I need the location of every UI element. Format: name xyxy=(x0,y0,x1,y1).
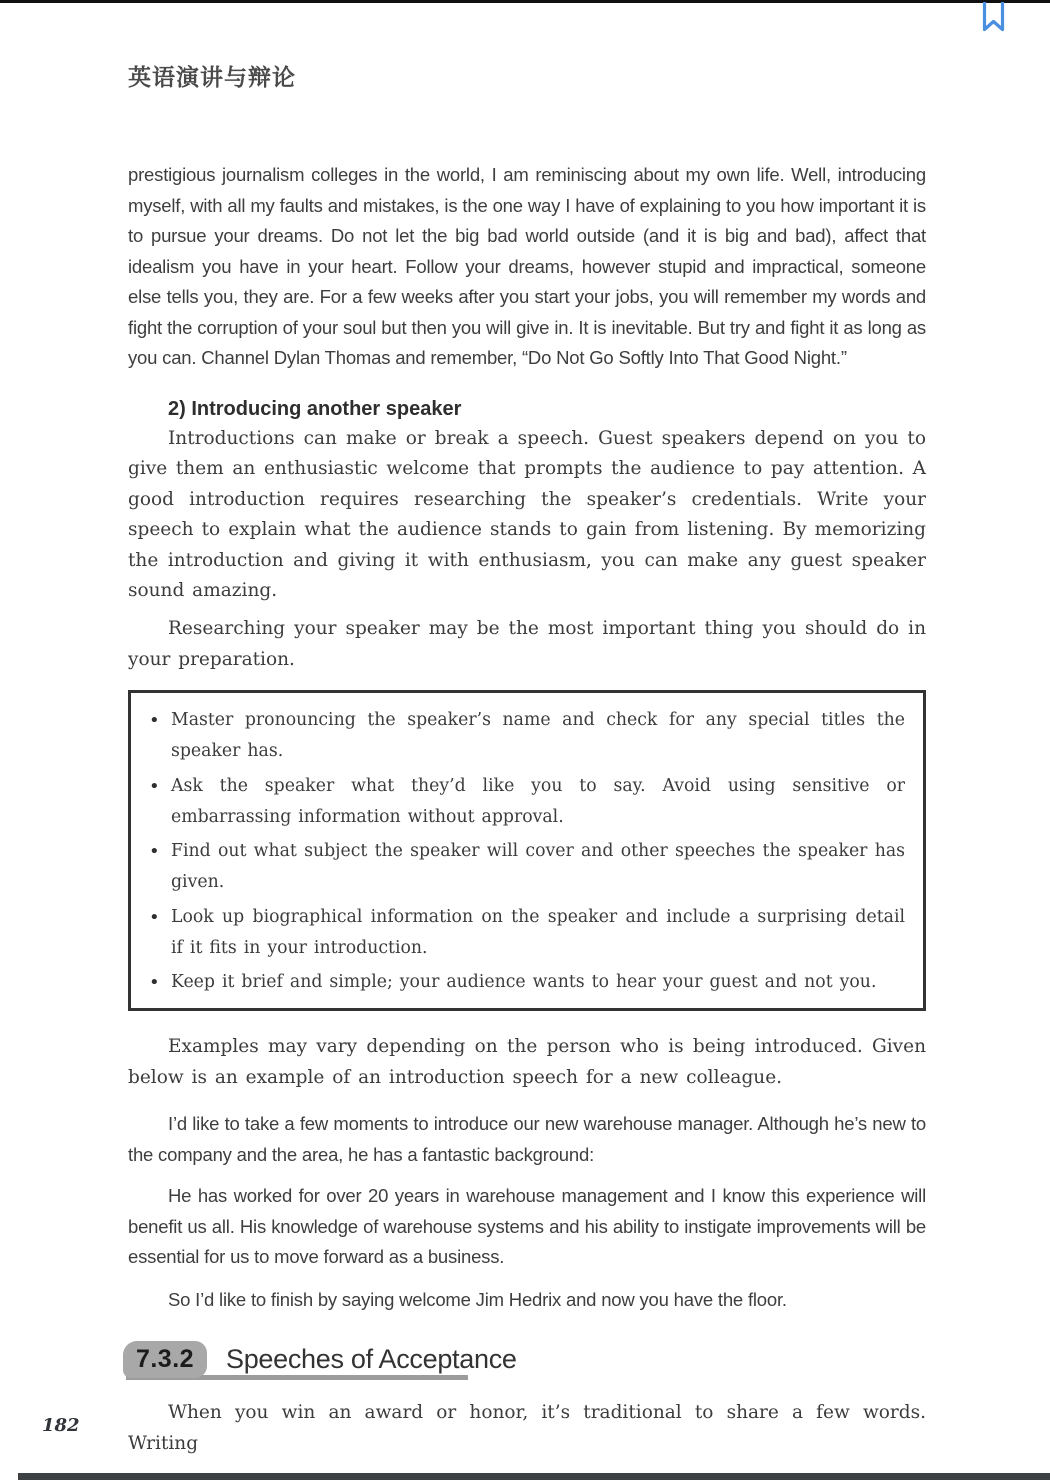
subsection-heading: 2) Introducing another speaker xyxy=(168,397,462,420)
paragraph-examples: Examples may vary depending on the person who is being introduced. Given below is an example of an introduction speech for a new colleague. xyxy=(128,1036,926,1088)
running-head: 英语演讲与辩论 xyxy=(128,64,296,90)
paragraph-example-speech-1: I’d like to take a few moments to introduce our new warehouse manager. Although he’s new to the company and the area, he has a fantastic background: xyxy=(128,1113,926,1165)
bookmark-icon[interactable] xyxy=(982,2,1005,32)
page-bottom-rule xyxy=(18,1473,1050,1480)
tips-list xyxy=(145,705,905,998)
page-body xyxy=(128,160,926,1460)
tips-box xyxy=(128,690,926,1011)
list-item: • Ask the speaker what they’d like you to say. Avoid using sensitive or embarrassing information without approval. xyxy=(145,771,905,833)
section-heading-7-3-2 xyxy=(123,1340,926,1378)
section-number-badge: 7.3.2 xyxy=(123,1341,207,1378)
list-item: • Master pronouncing the speaker’s name and check for any special titles the speaker has. xyxy=(145,705,905,767)
section-title: Speeches of Acceptance xyxy=(226,1343,517,1374)
list-item: • Find out what subject the speaker will cover and other speeches the speaker has given. xyxy=(145,836,905,898)
paragraph-quote-continuation: prestigious journalism colleges in the world, I am reminiscing about my own life. Well, introducing myself, with all my faults and mistakes, is the one way I have of explaining to you how important it is to pursue your dreams. Do not let the big bad world outside (and it is big and bad), affect that idealism you have in your heart. Follow your dreams, however stupid and impractical, someone else tells you, they are. For a few weeks after you start your jobs, you will remember my words and fight the corruption of your soul but then you will give in. It is inevitable. But try and fight it as long as you can. Channel Dylan Thomas and remember, “Do Not Go Softly Into That Good Night.” xyxy=(128,164,926,368)
paragraph-introductions: Introductions can make or break a speech. Guest speakers depend on you to give them an enthusiastic welcome that prompts the audience to pay attention. A good introduction requires researching the speaker’s credentials. Write your speech to explain what the audience stands to gain from listening. By memorizing the introduction and giving it with enthusiasm, you can make any guest speaker sound amazing. xyxy=(128,427,926,602)
paragraph-researching: Researching your speaker may be the most important thing you should do in your preparation. xyxy=(128,618,926,670)
paragraph-example-speech-2: He has worked for over 20 years in warehouse management and I know this experience will benefit us all. His knowledge of warehouse systems and his ability to instigate improvements will be essential for us to move forward as a business. xyxy=(128,1185,926,1268)
paragraph-example-speech-3: So I’d like to finish by saying welcome Jim Hedrix and now you have the floor. xyxy=(168,1288,787,1310)
list-item: • Keep it brief and simple; your audience wants to hear your guest and not you. xyxy=(145,967,905,998)
page-number: 182 xyxy=(42,1415,80,1436)
list-item: • Look up biographical information on the speaker and include a surprising detail if it fits in your introduction. xyxy=(145,902,905,964)
page-top-rule xyxy=(0,0,1050,3)
paragraph-acceptance-intro: When you win an award or honor, it’s traditional to share a few words. Writing xyxy=(128,1402,926,1455)
